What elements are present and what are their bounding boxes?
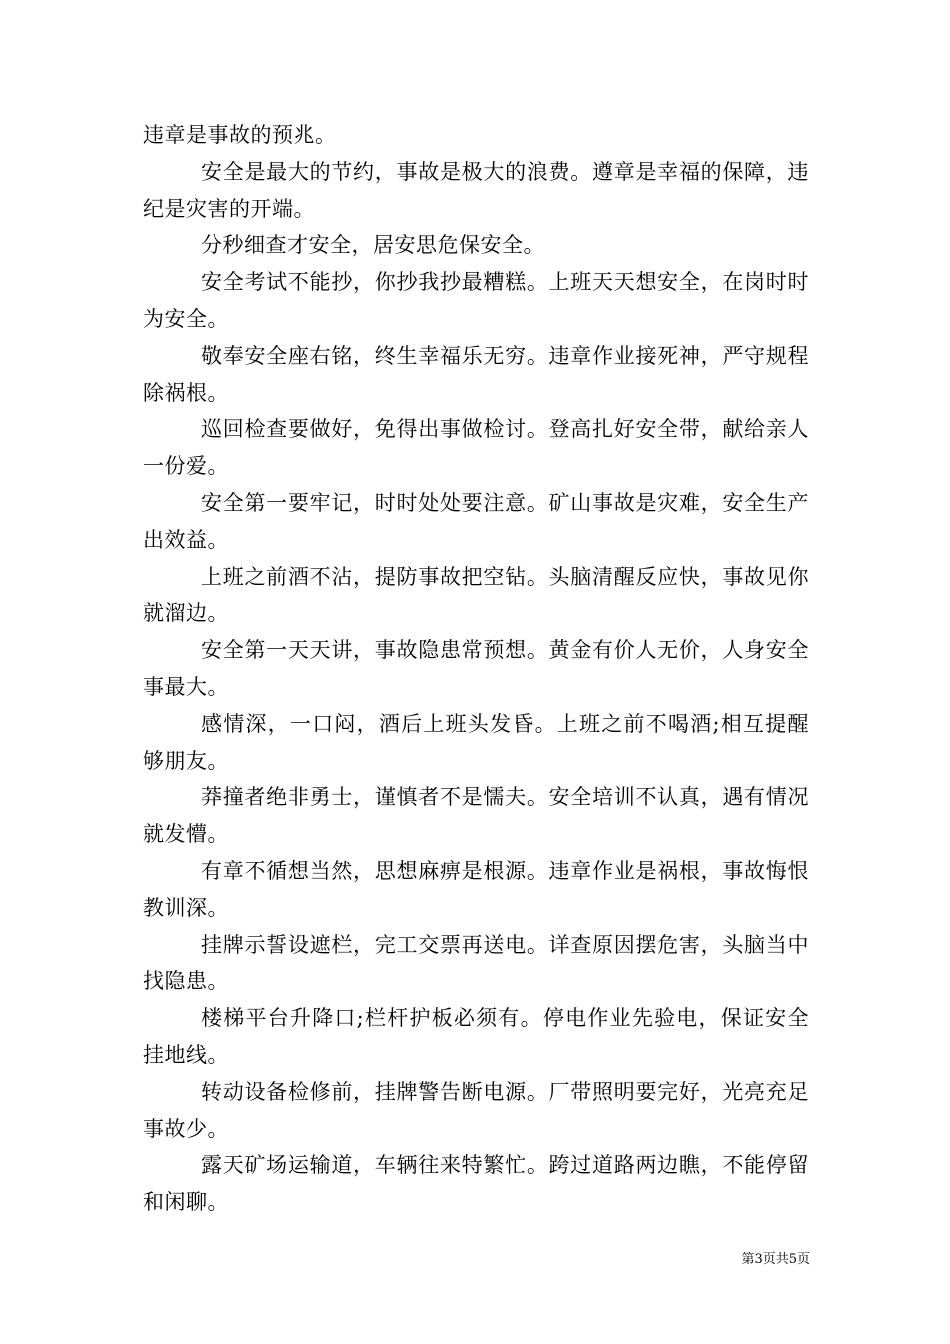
paragraph: 挂牌示誓设遮栏，完工交票再送电。详查原因摆危害，头脑当中找隐患。 xyxy=(143,932,809,994)
paragraph: 巡回检查要做好，免得出事做检讨。登高扎好安全带，献给亲人一份爱。 xyxy=(143,417,809,479)
paragraph: 楼梯平台升降口;栏杆护板必须有。停电作业先验电，保证安全挂地线。 xyxy=(143,1006,809,1067)
paragraph: 莽撞者绝非勇士，谨慎者不是懦夫。安全培训不认真，遇有情况就发懵。 xyxy=(143,785,809,847)
paragraph: 露天矿场运输道，车辆往来特繁忙。跨过道路两边瞧，不能停留和闲聊。 xyxy=(143,1153,809,1215)
paragraph: 违章是事故的预兆。 xyxy=(143,123,337,147)
paragraph: 安全是最大的节约，事故是极大的浪费。遵章是幸福的保障，违纪是灾害的开端。 xyxy=(143,159,809,221)
paragraph: 转动设备检修前，挂牌警告断电源。厂带照明要完好，光亮充足事故少。 xyxy=(143,1079,809,1141)
paragraph: 敬奉安全座右铭，终生幸福乐无穷。违章作业接死神，严守规程除祸根。 xyxy=(143,343,809,405)
document-body xyxy=(143,117,809,1221)
paragraph: 感情深，一口闷，酒后上班头发昏。上班之前不喝酒;相互提醒够朋友。 xyxy=(143,711,809,773)
paragraph: 有章不循想当然，思想麻痹是根源。违章作业是祸根，事故悔恨教训深。 xyxy=(143,858,809,920)
paragraph: 安全第一要牢记，时时处处要注意。矿山事故是灾难，安全生产出效益。 xyxy=(143,490,809,552)
paragraph: 上班之前酒不沾，提防事故把空钻。头脑清醒反应快，事故见你就溜边。 xyxy=(143,564,809,626)
page-number-footer: 第3页共5页 xyxy=(741,1252,810,1267)
paragraph: 安全第一天天讲，事故隐患常预想。黄金有价人无价，人身安全事最大。 xyxy=(143,638,809,699)
paragraph: 分秒细查才安全，居安思危保安全。 xyxy=(201,233,545,258)
paragraph: 安全考试不能抄，你抄我抄最糟糕。上班天天想安全，在岗时时为安全。 xyxy=(143,270,809,331)
